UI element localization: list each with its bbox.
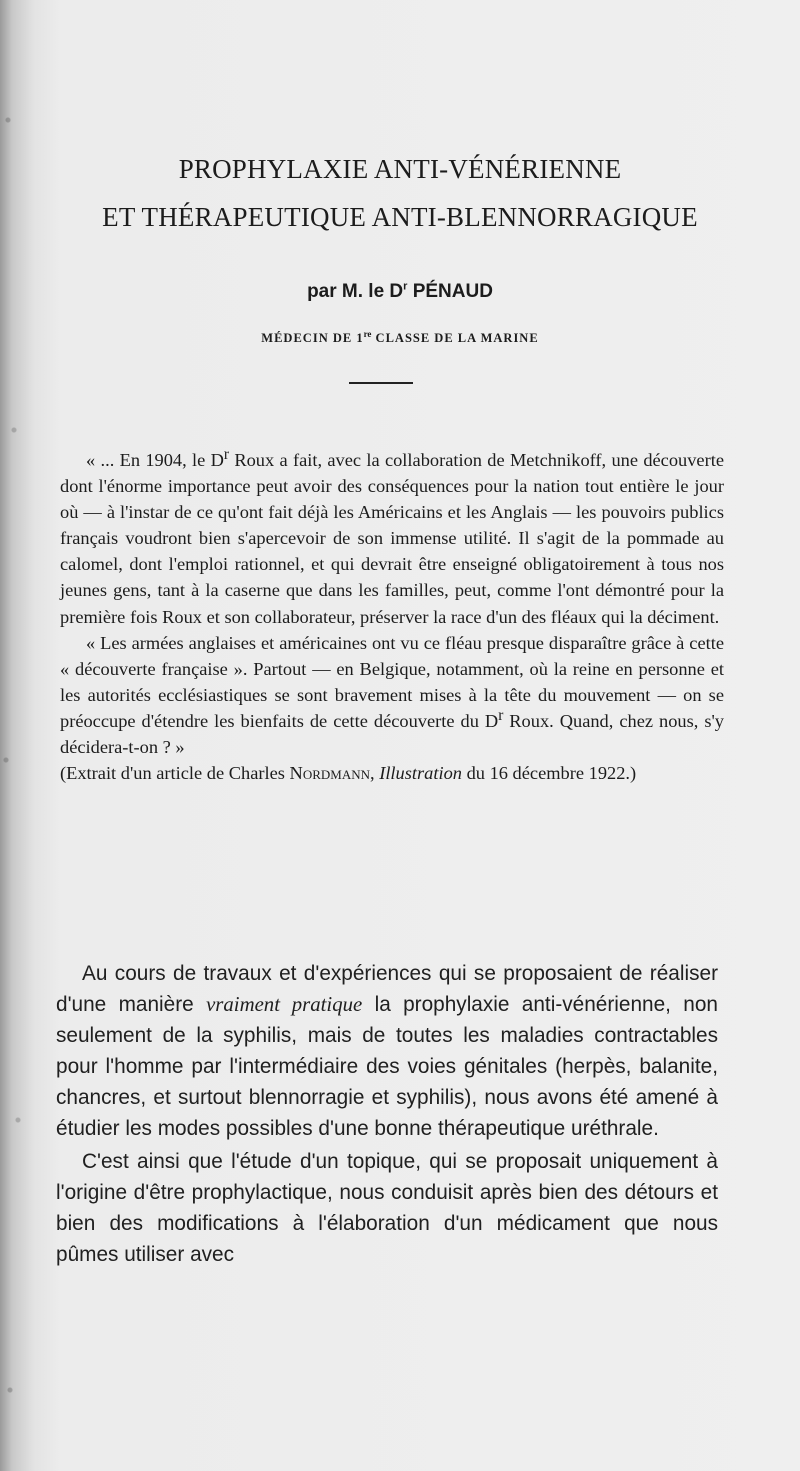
author-byline [0,281,800,303]
quote-p1-start: « ... En 1904, le D [86,450,224,470]
title-line-2: ET THÉRAPEUTIQUE ANTI-BLENNORRAGIQUE [102,202,698,232]
quote-p2-sup: r [498,706,504,724]
author-title-sup: r [403,280,408,293]
author-affiliation [0,328,800,346]
title-line-1: PROPHYLAXIE ANTI-VÉNÉRIENNE [178,154,622,184]
epigraph-quote [60,447,724,786]
affiliation-sup: re [363,328,372,339]
body-p1-emphasis: vraiment pratique [206,993,363,1016]
affiliation-after: CLASSE DE LA MARINE [371,331,539,345]
quote-p2-end: Roux. Quand, chez nous, s'y décidera-t-on ? » [60,710,724,758]
quote-paragraph-2 [60,630,724,760]
source-publication: Illustration [379,763,462,784]
quote-p2-start: « Les armées anglaises et américaines ont vu ce fléau presque disparaître grâce à cette « découverte française ». Partout — en Belgique, notamment, où la reine en personne et les autorités ecclésiastiques se sont bravement mises à la tête du mouvement — on se préoccupe d'étendre les bienfaits de cette découverte du D [60,632,724,731]
body-paragraph-2: C'est ainsi que l'étude d'un topique, qui se proposait uniquement à l'origine d'être prophylactique, nous conduisit après bien des détours et bien des modifications à l'élaboration d'un médicament que nous pûmes utiliser avec [56,1150,718,1266]
article-body [56,958,718,1270]
source-separator: , [370,763,380,784]
source-prefix: (Extrait d'un article de Charles [60,763,290,784]
author-prefix: par M. le D [307,281,404,302]
body-paragraph-1 [56,958,718,1144]
source-date: du 16 décembre 1922.) [461,763,637,784]
section-divider [349,382,413,384]
quote-source [60,760,724,786]
quote-p1-end: Roux a fait, avec la collaboration de Metchnikoff, une découverte dont l'énorme importance peut avoir des conséquences pour la nation tout entière le jour où — à l'instar de ce qu'ont fait déjà les Américains et les Anglais — les pouvoirs publics français voudront bien s'apercevoir de son immense utilité. Il s'agit de la pommade au calomel, dont l'emploi rationnel, et qui devrait être enseigné obligatoirement à tous nos jeunes gens, tant à la caserne que dans les familles, peut, comme l'ont démontré pour la première fois Roux et son collaborateur, préserver la race d'un des fléaux qui la déciment. [60,450,724,627]
body-p1-start: Au cours de travaux et d'expériences qui se proposaient de réaliser d'une manière [56,962,718,1016]
affiliation-before: MÉDECIN DE 1 [261,331,364,345]
author-name: PÉNAUD [407,281,493,302]
quote-p1-sup: r [223,445,230,463]
source-author: Nordmann [289,763,370,784]
quote-paragraph-1 [60,447,724,630]
body-p1-end: la prophylaxie anti-vénérienne, non seulement de la syphilis, mais de toutes les maladies contractables pour l'homme par l'intermédiaire des voies génitales (herpès, balanite, chancres, et surtout blennorragie et syphilis), nous avons été amené à étudier les modes possibles d'une bonne thérapeutique uréthrale. [56,993,718,1140]
